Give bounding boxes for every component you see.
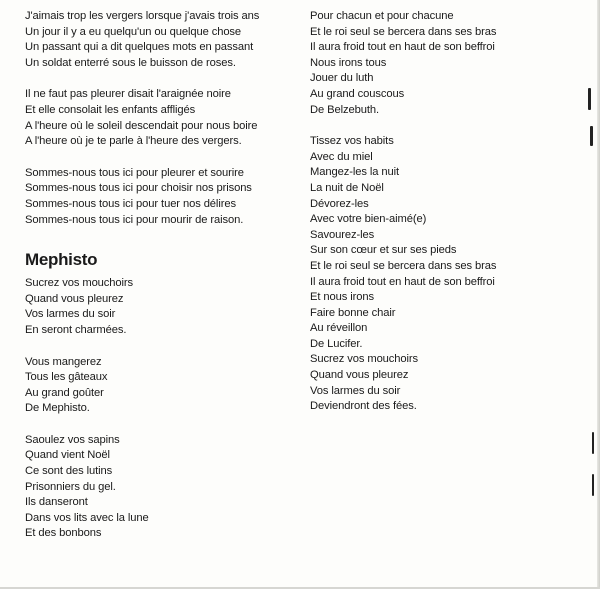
lyric-line: Il ne faut pas pleurer disait l'araignée noire bbox=[25, 88, 231, 101]
lyric-line: Deviendront des fées. bbox=[310, 400, 417, 413]
lyric-line: Saoulez vos sapins bbox=[25, 433, 120, 446]
lyric-line: Et elle consolait les enfants affligés bbox=[25, 103, 196, 116]
lyric-line: A l'heure où le soleil descendait pour nous boire bbox=[25, 119, 258, 132]
stanza bbox=[310, 134, 580, 415]
lyric-line: Tissez vos habits bbox=[310, 135, 394, 148]
lyric-line: De Mephisto. bbox=[25, 402, 90, 415]
lyric-line: Dévorez-les bbox=[310, 197, 369, 210]
stanza bbox=[25, 355, 290, 417]
stanza bbox=[25, 276, 290, 338]
lyric-line: De Lucifer. bbox=[310, 337, 363, 350]
left-column bbox=[25, 9, 290, 558]
scan-mark bbox=[590, 126, 593, 146]
lyric-line: Avec du miel bbox=[310, 150, 373, 163]
stanza bbox=[25, 9, 290, 71]
lyric-line: Pour chacun et pour chacune bbox=[310, 10, 454, 22]
lyric-line: Sommes-nous tous ici pour choisir nos prisons bbox=[25, 182, 252, 195]
lyric-line: Vos larmes du soir bbox=[310, 384, 401, 397]
lyric-line: La nuit de Noël bbox=[310, 181, 384, 194]
lyric-line: Avec votre bien-aimé(e) bbox=[310, 213, 427, 226]
lyric-line: Quand vous pleurez bbox=[310, 369, 409, 382]
lyric-line: Nous irons tous bbox=[310, 56, 387, 69]
lyric-line: Il aura froid tout en haut de son beffroi bbox=[310, 41, 495, 54]
lyric-line: Au grand goûter bbox=[25, 386, 104, 399]
lyric-line: Savourez-les bbox=[310, 228, 375, 241]
lyric-line: Quand vient Noël bbox=[25, 449, 110, 462]
lyric-line: Faire bonne chair bbox=[310, 306, 396, 319]
right-column bbox=[310, 9, 580, 431]
scan-mark bbox=[588, 88, 591, 110]
lyric-line: Un jour il y a eu quelqu'un ou quelque chose bbox=[25, 25, 242, 38]
lyric-line: Vos larmes du soir bbox=[25, 308, 116, 321]
stanza bbox=[25, 433, 290, 542]
lyric-line: Un soldat enterré sous le buisson de roses. bbox=[25, 56, 236, 69]
lyric-line: Au réveillon bbox=[310, 322, 368, 335]
lyric-line: Un passant qui a dit quelques mots en passant bbox=[25, 41, 254, 54]
lyric-line: Ils danseront bbox=[25, 496, 88, 509]
lyric-line: Quand vous pleurez bbox=[25, 292, 124, 305]
lyric-line: Mangez-les la nuit bbox=[310, 166, 399, 179]
lyric-line: Et le roi seul se bercera dans ses bras bbox=[310, 259, 497, 272]
lyric-line: Et des bonbons bbox=[25, 527, 102, 540]
lyric-line: Dans vos lits avec la lune bbox=[25, 511, 149, 524]
lyric-line: Sur son cœur et sur ses pieds bbox=[310, 244, 457, 257]
lyric-line: J'aimais trop les vergers lorsque j'avais trois ans bbox=[25, 10, 260, 22]
lyric-line: Vous mangerez bbox=[25, 355, 102, 368]
lyric-line: Sommes-nous tous ici pour mourir de raison. bbox=[25, 213, 244, 226]
lyric-line: Jouer du luth bbox=[310, 72, 374, 85]
lyric-line: Il aura froid tout en haut de son beffroi bbox=[310, 275, 495, 288]
lyric-line: De Belzebuth. bbox=[310, 103, 379, 116]
lyric-line: Sucrez vos mouchoirs bbox=[25, 277, 134, 290]
song-title: Mephisto bbox=[25, 250, 98, 270]
lyric-line: Sommes-nous tous ici pour tuer nos délires bbox=[25, 197, 236, 210]
stanza bbox=[25, 87, 290, 149]
lyric-line: A l'heure où je te parle à l'heure des vergers. bbox=[25, 135, 242, 148]
scan-mark bbox=[592, 432, 594, 454]
lyric-line: Sommes-nous tous ici pour pleurer et sourire bbox=[25, 166, 244, 179]
scan-mark bbox=[592, 474, 594, 496]
stanza bbox=[25, 166, 290, 228]
lyric-line: Et nous irons bbox=[310, 291, 374, 304]
lyric-line: Tous les gâteaux bbox=[25, 371, 108, 384]
lyric-line: Prisonniers du gel. bbox=[25, 480, 116, 493]
lyric-line: Ce sont des lutins bbox=[25, 465, 113, 478]
lyric-line: Et le roi seul se bercera dans ses bras bbox=[310, 25, 497, 38]
stanza bbox=[310, 9, 580, 118]
lyric-line: Au grand couscous bbox=[310, 87, 405, 100]
lyric-line: En seront charmées. bbox=[25, 323, 127, 336]
lyric-line: Sucrez vos mouchoirs bbox=[310, 353, 419, 366]
